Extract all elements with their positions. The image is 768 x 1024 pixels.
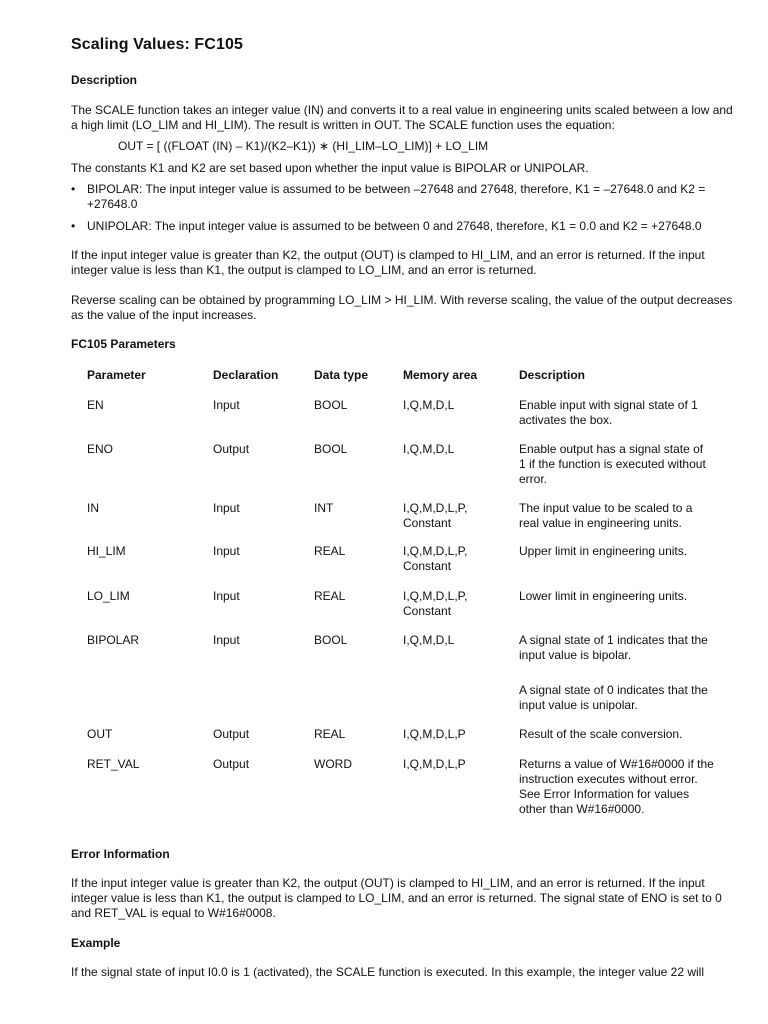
page-title: Scaling Values: FC105 <box>71 36 243 53</box>
cell-declaration: Input <box>213 589 240 603</box>
cell-data-type: BOOL <box>314 442 348 456</box>
cell-declaration: Output <box>213 727 250 741</box>
cell-declaration: Input <box>213 501 240 515</box>
cell-parameter: ENO <box>87 442 114 456</box>
cell-parameter: RET_VAL <box>87 757 140 771</box>
error-paragraph: If the input integer value is greater than K2, the output (OUT) is clamped to HI_LIM, and an error is returned. If the input integer value is less than K1, the output is clamped to LO_LIM, and an error is returned. The signal state of ENO is set to 0 and RET_VAL is equal to W#16#0008. <box>71 876 722 920</box>
cell-parameter: BIPOLAR <box>87 633 140 647</box>
params-heading: FC105 Parameters <box>71 337 176 351</box>
cell-data-type: REAL <box>314 589 346 603</box>
header-description: Description <box>519 368 586 382</box>
cell-description: Enable input with signal state of 1 activates the box. <box>519 398 698 427</box>
cell-declaration: Output <box>213 757 250 771</box>
cell-parameter: LO_LIM <box>87 589 130 603</box>
scale-equation: OUT = [ ((FLOAT (IN) – K1)/(K2–K1)) ∗ (HI_LIM–LO_LIM)] + LO_LIM <box>118 139 489 153</box>
cell-memory-area: I,Q,M,D,L <box>403 633 455 647</box>
cell-memory-area: I,Q,M,D,L,P, Constant <box>403 589 468 618</box>
cell-declaration: Output <box>213 442 250 456</box>
cell-description: Upper limit in engineering units. <box>519 544 688 558</box>
bullet-text: UNIPOLAR: The input integer value is assumed to be between 0 and 27648, therefore, K1 = 0.0 and K2 = +27648.0 <box>87 219 702 233</box>
example-paragraph: If the signal state of input I0.0 is 1 (activated), the SCALE function is executed. In this example, the integer value 22 will <box>71 965 705 979</box>
cell-memory-area: I,Q,M,D,L,P, Constant <box>403 544 468 573</box>
description-paragraph-4: Reverse scaling can be obtained by programming LO_LIM > HI_LIM. With reverse scaling, the value of the output decreases as the value of the input increases. <box>71 293 733 322</box>
cell-declaration: Input <box>213 544 240 558</box>
bullet-text: BIPOLAR: The input integer value is assumed to be between –27648 and 27648, therefore, K1 = –27648.0 and K2 = +27648.0 <box>87 182 706 211</box>
description-heading: Description <box>71 73 138 87</box>
cell-data-type: BOOL <box>314 633 348 647</box>
cell-description: The input value to be scaled to a real value in engineering units. <box>519 501 693 530</box>
cell-data-type: REAL <box>314 544 346 558</box>
header-parameter: Parameter <box>87 368 146 382</box>
cell-parameter: HI_LIM <box>87 544 126 558</box>
cell-memory-area: I,Q,M,D,L,P <box>403 727 466 741</box>
example-heading: Example <box>71 936 121 950</box>
cell-data-type: INT <box>314 501 334 515</box>
cell-declaration: Input <box>213 398 240 412</box>
cell-data-type: WORD <box>314 757 352 771</box>
cell-description: Lower limit in engineering units. <box>519 589 688 603</box>
cell-memory-area: I,Q,M,D,L <box>403 442 455 456</box>
cell-memory-area: I,Q,M,D,L,P <box>403 757 466 771</box>
description-paragraph-3: If the input integer value is greater than K2, the output (OUT) is clamped to HI_LIM, and an error is returned. If the input integer value is less than K1, the output is clamped to LO_LIM, and an error is returned. <box>71 248 705 277</box>
header-memory-area: Memory area <box>403 368 478 382</box>
cell-description: A signal state of 0 indicates that the input value is unipolar. <box>519 683 708 712</box>
cell-declaration: Input <box>213 633 240 647</box>
cell-description: Enable output has a signal state of 1 if the function is executed without error. <box>519 442 706 486</box>
cell-data-type: REAL <box>314 727 346 741</box>
cell-description: A signal state of 1 indicates that the input value is bipolar. <box>519 633 708 662</box>
cell-parameter: IN <box>87 501 99 515</box>
description-paragraph-2: The constants K1 and K2 are set based upon whether the input value is BIPOLAR or UNIPOLAR. <box>71 161 589 175</box>
bullet-icon: • <box>71 219 76 233</box>
cell-description: Returns a value of W#16#0000 if the instruction executes without error. See Error Information for values other than W#16#0000. <box>519 757 714 816</box>
cell-description: Result of the scale conversion. <box>519 727 683 741</box>
error-heading: Error Information <box>71 847 170 861</box>
description-paragraph-1: The SCALE function takes an integer value (IN) and converts it to a real value in engineering units scaled between a low and a high limit (LO_LIM and HI_LIM). The result is written in OUT. The SCALE function uses the equation: <box>71 103 733 132</box>
cell-parameter: OUT <box>87 727 113 741</box>
cell-data-type: BOOL <box>314 398 348 412</box>
cell-memory-area: I,Q,M,D,L,P, Constant <box>403 501 468 530</box>
bullet-icon: • <box>71 182 76 196</box>
cell-parameter: EN <box>87 398 104 412</box>
cell-memory-area: I,Q,M,D,L <box>403 398 455 412</box>
header-data-type: Data type <box>314 368 369 382</box>
header-declaration: Declaration <box>213 368 279 382</box>
